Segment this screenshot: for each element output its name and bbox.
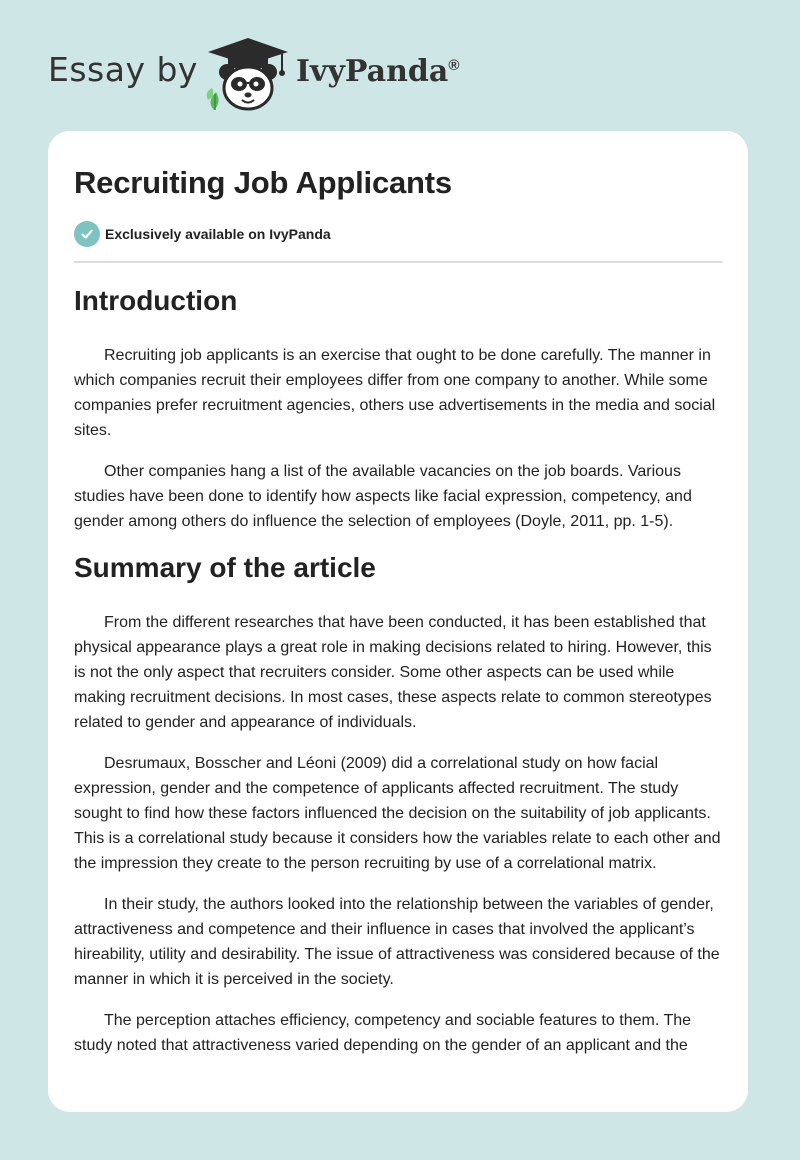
exclusive-label: Exclusively available on IvyPanda <box>105 226 331 242</box>
paragraph: The perception attaches efficiency, competency and sociable features to them. The study noted that attractiveness varied depending on the gender of an applicant and the <box>74 1012 692 1054</box>
page-title: Recruiting Job Applicants <box>74 165 452 200</box>
essay-card <box>48 131 748 1112</box>
brand-prefix: Essay by <box>48 50 198 89</box>
essay-body <box>74 281 723 1058</box>
exclusive-badge <box>74 220 331 248</box>
registered-mark: ® <box>448 57 460 74</box>
brand-name-text: IvyPanda <box>296 54 449 89</box>
paragraph: Desrumaux, Bosscher and Léoni (2009) did a correlational study on how facial expression, gender and the competence of applicants affected recruitment. The study sought to find how these factors influenced the decision on the suitability of job applicants. This is a correlational study because it considers how the variables relate to each other and the impression they create to the person recruiting by use of a correlational matrix. <box>74 755 721 872</box>
brand-name[interactable] <box>296 54 459 89</box>
check-icon <box>74 221 100 247</box>
site-header <box>48 32 508 112</box>
paragraph: In their study, the authors looked into the relationship between the variables of gender, attractiveness and competence and their influence in cases that involved the applicant’s hireability, utility and desirability. The issue of attractiveness was considered because of the manner in which it is perceived in the society. <box>74 896 720 988</box>
paragraph: From the different researches that have been conducted, it has been established that physical appearance plays a great role in making decisions related to hiring. However, this is not the only aspect that recruiters consider. Some other aspects can be used while making recruitment decisions. In most cases, these aspects relate to common stereotypes related to gender and appearance of individuals. <box>74 614 712 731</box>
section-heading-summary: Summary of the article <box>74 552 376 583</box>
panda-graduate-logo-icon[interactable] <box>202 32 294 112</box>
divider <box>74 261 723 263</box>
section-heading-introduction: Introduction <box>74 285 238 316</box>
paragraph: Recruiting job applicants is an exercise that ought to be done carefully. The manner in which companies recruit their employees differ from one company to another. While some companies prefer recruitment agencies, others use advertisements in the media and social sites. <box>74 347 716 439</box>
paragraph: Other companies hang a list of the available vacancies on the job boards. Various studies have been done to identify how aspects like facial expression, competency, and gender among others do influence the selection of employees (Doyle, 2011, pp. 1-5). <box>74 463 692 530</box>
